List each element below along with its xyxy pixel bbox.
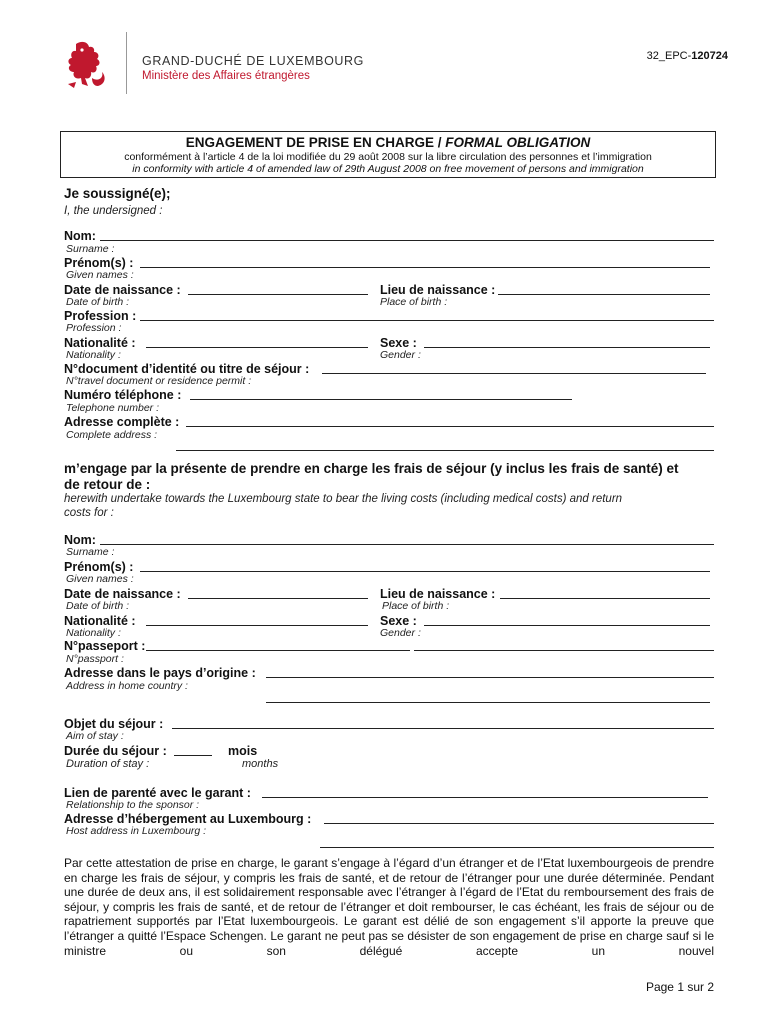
stay-purpose-label: Objet du séjour :	[64, 717, 164, 731]
foreigner-passport-field[interactable]	[146, 650, 410, 651]
sponsor-heading: Je soussigné(e);	[64, 186, 171, 201]
foreigner-home-address-label: Adresse dans le pays d’origine :	[64, 666, 256, 680]
sponsor-phone-label-en: Telephone number :	[66, 402, 160, 414]
legal-basis-en: in conformity with article 4 of amended law of 29th August 2008 on free movement of persons and immigration	[132, 163, 644, 175]
stay-purpose-label-en: Aim of stay :	[66, 730, 124, 742]
reference-code	[647, 50, 728, 62]
form-title	[61, 135, 715, 150]
sponsor-pob-field[interactable]	[498, 294, 710, 295]
form-title-sep: /	[434, 135, 446, 150]
foreigner-surname-label: Nom:	[64, 533, 96, 547]
foreigner-surname-label-en: Surname :	[66, 546, 115, 558]
sponsor-sex-field[interactable]	[424, 347, 710, 348]
sponsor-profession-field[interactable]	[140, 320, 714, 321]
sponsor-nationality-label: Nationalité :	[64, 336, 136, 350]
relationship-label-en: Relationship to the sponsor :	[66, 799, 200, 811]
foreigner-given-names-field[interactable]	[140, 571, 710, 572]
foreigner-home-address-field-2[interactable]	[266, 702, 710, 703]
sponsor-id-document-field[interactable]	[322, 373, 706, 374]
stay-duration-label-en: Duration of stay :	[66, 758, 150, 770]
foreigner-nationality-label-en: Nationality :	[66, 627, 121, 639]
foreigner-sex-label: Sexe :	[380, 614, 417, 628]
sponsor-address-label: Adresse complète :	[64, 415, 180, 429]
sponsor-surname-label-en: Surname :	[66, 243, 115, 255]
foreigner-passport-label-en: N°passport :	[66, 653, 124, 665]
sponsor-surname-field[interactable]	[100, 240, 714, 241]
sponsor-address-field-2[interactable]	[176, 450, 714, 451]
sponsor-profession-label: Profession :	[64, 309, 137, 323]
sponsor-phone-field[interactable]	[190, 399, 572, 400]
sponsor-pob-label: Lieu de naissance :	[380, 283, 496, 297]
foreigner-given-names-label: Prénom(s) :	[64, 560, 134, 574]
sponsor-surname-label: Nom:	[64, 229, 96, 243]
logo-divider	[126, 32, 127, 94]
foreigner-surname-field[interactable]	[100, 544, 714, 545]
foreigner-passport-label: N°passeport :	[64, 639, 146, 653]
relationship-field[interactable]	[262, 797, 708, 798]
sponsor-sex-label-en: Gender :	[380, 349, 421, 361]
foreigner-home-address-label-en: Address in home country :	[66, 680, 188, 692]
stay-duration-field[interactable]	[174, 755, 212, 756]
foreigner-pob-field[interactable]	[500, 598, 710, 599]
sponsor-nationality-label-en: Nationality :	[66, 349, 121, 361]
foreigner-dob-label-en: Date of birth :	[66, 600, 130, 612]
foreigner-given-names-label-en: Given names :	[66, 573, 134, 585]
foreigner-pob-label: Lieu de naissance :	[380, 587, 496, 601]
foreigner-nationality-label: Nationalité :	[64, 614, 136, 628]
foreigner-passport-field-2[interactable]	[414, 650, 714, 651]
sponsor-dob-field[interactable]	[188, 294, 368, 295]
sponsor-nationality-field[interactable]	[146, 347, 368, 348]
form-title-en: FORMAL OBLIGATION	[445, 135, 591, 150]
reference-prefix: 32_EPC-	[646, 50, 692, 62]
legal-basis-fr: conformément à l’article 4 de la loi modifiée du 29 août 2008 sur la libre circulation des personnes et l’immigration	[124, 151, 652, 163]
sponsor-address-label-en: Complete address :	[66, 429, 158, 441]
form-title-fr: ENGAGEMENT DE PRISE EN CHARGE	[185, 135, 434, 150]
sponsor-given-names-label-en: Given names :	[66, 269, 134, 281]
stay-duration-label: Durée du séjour :	[64, 744, 167, 758]
sponsor-given-names-field[interactable]	[140, 267, 710, 268]
foreigner-pob-label-en: Place of birth :	[382, 600, 450, 612]
undertaking-en-line2: costs for :	[64, 507, 114, 519]
relationship-label: Lien de parenté avec le garant :	[64, 786, 251, 800]
legal-paragraph: Par cette attestation de prise en charge, le garant s’engage à l’égard d’un étranger et de l’Etat luxembourgeois de prendre en charge les frais de séjour, y compris les frais de santé, et de retour de l’étranger pour une durée déterminée. Pendant une durée de deux ans, il est solidairement responsable avec l’étranger à l’égard de l’Etat du remboursement des frais de séjour, y compris les frais de santé, et de retour de l’étranger et doit rembourser, le cas échéant, les frais de séjour ou de rapatriement supportés par l’Etat luxembourgeois. Le garant est délié de son engagement s’il apporte la preuve que l’étranger a quitté l’Espace Schengen. Le garant ne peut pas se désister de son engagement de prise en charge sauf si le ministre ou son délégué accepte un nouvel	[64, 856, 714, 958]
page-number: Page 1 sur 2	[645, 980, 714, 994]
sponsor-dob-label: Date de naissance :	[64, 283, 181, 297]
foreigner-nationality-field[interactable]	[146, 625, 368, 626]
sponsor-heading-en: I, the undersigned :	[64, 205, 163, 217]
foreigner-home-address-field[interactable]	[266, 677, 714, 678]
sponsor-dob-label-en: Date of birth :	[66, 296, 130, 308]
stay-purpose-field[interactable]	[172, 728, 714, 729]
country-name: GRAND-DUCHÉ DE LUXEMBOURG	[142, 54, 364, 68]
foreigner-sex-label-en: Gender :	[380, 627, 421, 639]
reference-number: 120724	[691, 50, 728, 62]
sponsor-address-field[interactable]	[186, 426, 714, 427]
luxembourg-lion-logo	[62, 38, 110, 90]
sponsor-sex-label: Sexe :	[380, 336, 417, 350]
sponsor-phone-label: Numéro téléphone :	[64, 388, 182, 402]
sponsor-pob-label-en: Place of birth :	[380, 296, 448, 308]
host-address-label-en: Host address in Luxembourg :	[66, 825, 207, 837]
stay-duration-unit: mois	[228, 744, 258, 758]
host-address-field[interactable]	[324, 823, 714, 824]
sponsor-given-names-label: Prénom(s) :	[64, 256, 134, 270]
title-box	[60, 131, 716, 178]
sponsor-id-document-label-en: N°travel document or residence permit :	[66, 375, 252, 387]
undertaking-fr-line2: de retour de :	[64, 477, 151, 492]
sponsor-profession-label-en: Profession :	[66, 322, 122, 334]
undertaking-en-line1: herewith undertake towards the Luxembourg state to bear the living costs (including medical costs) and return	[64, 493, 623, 505]
foreigner-dob-label: Date de naissance :	[64, 587, 181, 601]
undertaking-fr-line1: m’engage par la présente de prendre en charge les frais de séjour (y inclus les frais de santé) et	[64, 461, 679, 476]
ministry-name: Ministère des Affaires étrangères	[142, 70, 310, 82]
foreigner-sex-field[interactable]	[424, 625, 710, 626]
stay-duration-unit-en: months	[242, 758, 279, 770]
host-address-label: Adresse d’hébergement au Luxembourg :	[64, 812, 312, 826]
host-address-field-2[interactable]	[320, 847, 714, 848]
sponsor-id-document-label: N°document d’identité ou titre de séjour :	[64, 362, 310, 376]
foreigner-dob-field[interactable]	[188, 598, 368, 599]
